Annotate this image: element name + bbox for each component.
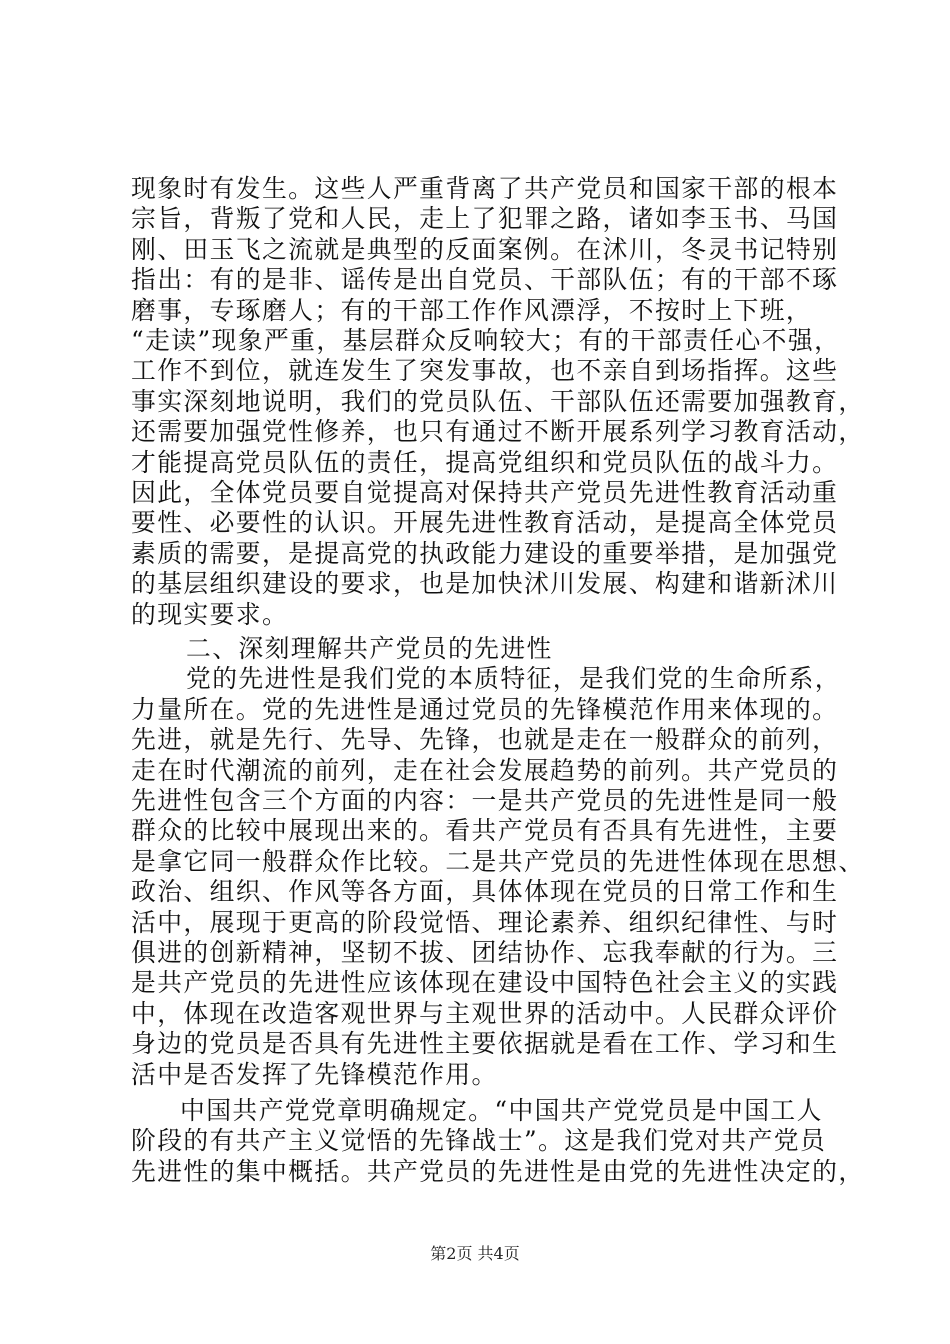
text-line: 先进，就是先行、先导、先锋，也就是走在一般群众的前列， bbox=[131, 725, 839, 755]
text-line: 还需要加强党性修养，也只有通过不断开展系列学习教育活动， bbox=[131, 417, 865, 447]
text-line: 先进性包含三个方面的内容：一是共产党员的先进性是同一般 bbox=[131, 786, 839, 815]
text-line: 活中是否发挥了先锋模范作用。 bbox=[131, 1059, 498, 1089]
text-line: 现象时有发生。这些人严重背离了共产党员和国家干部的根本 bbox=[131, 174, 839, 203]
text-line: 要性、必要性的认识。开展先进性教育活动，是提高全体党员 bbox=[131, 508, 839, 538]
text-line: 力量所在。党的先进性是通过党员的先锋模范作用来体现的。 bbox=[131, 694, 839, 724]
text-line: 政治、组织、作风等各方面，具体体现在党员的日常工作和生 bbox=[131, 877, 839, 907]
text-line: 指出：有的是非、谣传是出自党员、干部队伍；有的干部不琢 bbox=[131, 265, 839, 295]
text-line: 的基层组织建设的要求，也是加快沭川发展、构建和谐新沭川 bbox=[131, 569, 839, 599]
text-line: “走读”现象严重，基层群众反响较大；有的干部责任心不强， bbox=[131, 326, 841, 355]
text-line: 才能提高党员队伍的责任，提高党组织和党员队伍的战斗力。 bbox=[131, 447, 839, 477]
page-number-footer: 第2页 共4页 bbox=[430, 1244, 520, 1263]
text-line: 活中，展现于更高的阶段觉悟、理论素养、组织纪律性、与时 bbox=[131, 907, 839, 937]
paragraph-first-line: 党的先进性是我们党的本质特征，是我们党的生命所系， bbox=[186, 664, 841, 694]
text-line: 因此，全体党员要自觉提高对保持共产党员先进性教育活动重 bbox=[131, 478, 839, 507]
text-line: 磨事，专琢磨人；有的干部工作作风漂浮，不按时上下班， bbox=[131, 295, 813, 325]
text-line: 工作不到位，就连发生了突发事故，也不亲自到场指挥。这些 bbox=[131, 356, 839, 386]
text-line: 走在时代潮流的前列，走在社会发展趋势的前列。共产党员的 bbox=[131, 755, 839, 785]
section-heading: 二、深刻理解共产党员的先进性 bbox=[186, 634, 553, 663]
text-line: 中，体现在改造客观世界与主观世界的活动中。人民群众评价 bbox=[131, 998, 839, 1028]
paragraph-first-line: 中国共产党党章明确规定。“中国共产党党员是中国工人 bbox=[180, 1096, 823, 1125]
text-line: 的现实要求。 bbox=[131, 599, 289, 629]
text-line: 先进性的集中概括。共产党员的先进性是由党的先进性决定的， bbox=[131, 1156, 865, 1186]
text-line: 群众的比较中展现出来的。看共产党员有否具有先进性，主要 bbox=[131, 816, 839, 846]
text-line: 刚、田玉飞之流就是典型的反面案例。在沭川，冬灵书记特别 bbox=[131, 234, 839, 264]
text-line: 阶段的有共产主义觉悟的先锋战士”。这是我们党对共产党员 bbox=[131, 1126, 827, 1156]
text-line: 是共产党员的先进性应该体现在建设中国特色社会主义的实践 bbox=[131, 968, 839, 998]
text-line: 俱进的创新精神，坚韧不拔、团结协作、忘我奉献的行为。三 bbox=[131, 938, 839, 967]
text-line: 宗旨，背叛了党和人民，走上了犯罪之路，诸如李玉书、马国 bbox=[131, 204, 839, 234]
text-line: 是拿它同一般群众作比较。二是共产党员的先进性体现在思想、 bbox=[131, 846, 865, 876]
text-line: 身边的党员是否具有先进性主要依据就是看在工作、学习和生 bbox=[131, 1029, 839, 1059]
text-line: 事实深刻地说明，我们的党员队伍、干部队伍还需要加强教育， bbox=[131, 386, 865, 416]
text-line: 素质的需要，是提高党的执政能力建设的重要举措，是加强党 bbox=[131, 538, 839, 568]
